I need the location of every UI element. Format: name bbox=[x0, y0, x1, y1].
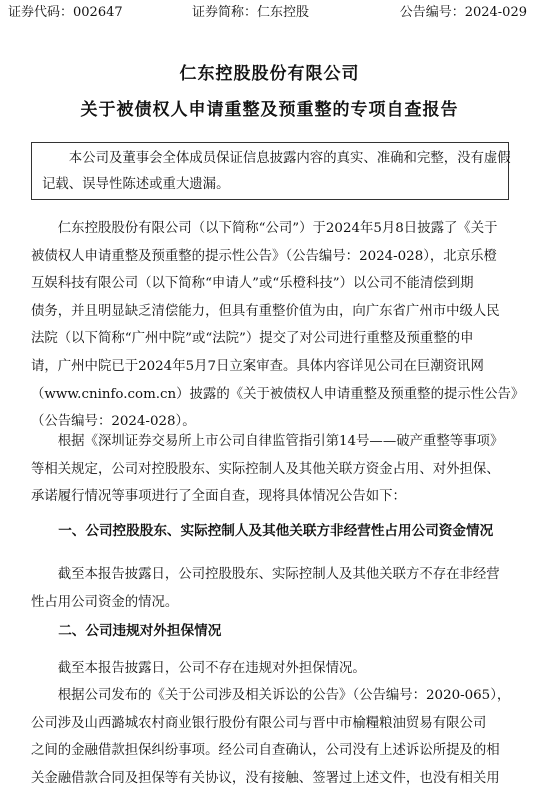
text-line: 性占用公司资金的情况。 bbox=[31, 594, 179, 610]
text-line: 根据公司发布的《关于公司涉及相关诉讼的公告》（公告编号：2020-065）， bbox=[57, 688, 511, 703]
disclaimer-box bbox=[31, 142, 509, 200]
paragraph-guarantee bbox=[31, 655, 509, 683]
report-title: 关于被债权人申请重整及预重整的专项自查报告 bbox=[80, 100, 459, 120]
paragraph-fund-occupation bbox=[31, 561, 509, 616]
company-title: 仁东控股股份有限公司 bbox=[179, 64, 360, 84]
text-line: 被债权人申请重整及预重整的提示性公告》（公告编号：2024-028），北京乐橙 bbox=[31, 248, 497, 264]
text-line: （公告编号：2024-028）。 bbox=[31, 414, 196, 430]
announcement-header bbox=[8, 0, 531, 28]
disclaimer-line: 记载、误导性陈述或重大遗漏。 bbox=[42, 176, 230, 192]
text-line: 根据《深圳证券交易所上市公司自律监管指引第14号——破产重整等事项》 bbox=[57, 434, 504, 449]
section-heading-fund-occupation: 一、公司控股股东、实际控制人及其他关联方非经营性占用公司资金情况 bbox=[58, 523, 494, 539]
announcement-number: 公告编号：2024-029 bbox=[399, 5, 527, 20]
paragraph-self-inspection bbox=[31, 428, 509, 511]
text-line: 截至本报告披露日，公司不存在违规对外担保情况。 bbox=[57, 661, 366, 676]
text-line: 债务，并且明显缺乏清偿能力，但具有重整价值为由，向广东省广州市中级人民 bbox=[31, 303, 500, 319]
text-line: 关金融借款合同及担保等有关协议，没有接触、签署过上述文件，也没有相关用 bbox=[31, 770, 500, 786]
text-line: 之间的金融借款担保纠纷事项。经公司自查确认，公司没有上述诉讼所提及的相 bbox=[31, 743, 500, 759]
paragraph-background bbox=[31, 215, 525, 436]
text-line: 承诺履行情况等事项进行了全面自查，现将具体情况公告如下： bbox=[31, 489, 406, 505]
text-line: 仁东控股股份有限公司（以下简称“公司”）于2024年5月8日披露了《关于 bbox=[57, 221, 498, 236]
text-line: 公司涉及山西潞城农村商业银行股份有限公司与晋中市榆糧粮油贸易有限公司 bbox=[31, 715, 487, 731]
text-line: 等相关规定，公司对控股股东、实际控制人及其他关联方资金占用、对外担保、 bbox=[31, 461, 500, 477]
text-line: （www.cninfo.com.cn）披露的《关于被债权人申请重整及预重整的提示性公告》 bbox=[31, 386, 525, 402]
text-line: 请，广州中院已于2024年5月7日立案审查。具体内容详见公司在巨潮资讯网 bbox=[31, 358, 484, 374]
disclaimer-text bbox=[42, 146, 511, 197]
stock-code: 证券代码：002647 bbox=[8, 5, 123, 20]
text-line: 截至本报告披露日，公司控股股东、实际控制人及其他关联方不存在非经营 bbox=[57, 567, 500, 582]
section-heading-guarantee: 二、公司违规对外担保情况 bbox=[58, 623, 222, 639]
disclaimer-line: 本公司及董事会全体成员保证信息披露内容的真实、准确和完整，没有虚假 bbox=[68, 151, 511, 166]
paragraph-litigation bbox=[31, 682, 509, 792]
text-line: 法院（以下简称“广州中院”或“法院”）提交了对公司进行重整及预重整的申 bbox=[31, 331, 474, 347]
stock-abbreviation: 证券简称：仁东控股 bbox=[192, 5, 310, 20]
text-line: 互娱科技有限公司（以下简称“申请人”或“乐橙科技”）以公司不能清偿到期 bbox=[31, 276, 474, 292]
